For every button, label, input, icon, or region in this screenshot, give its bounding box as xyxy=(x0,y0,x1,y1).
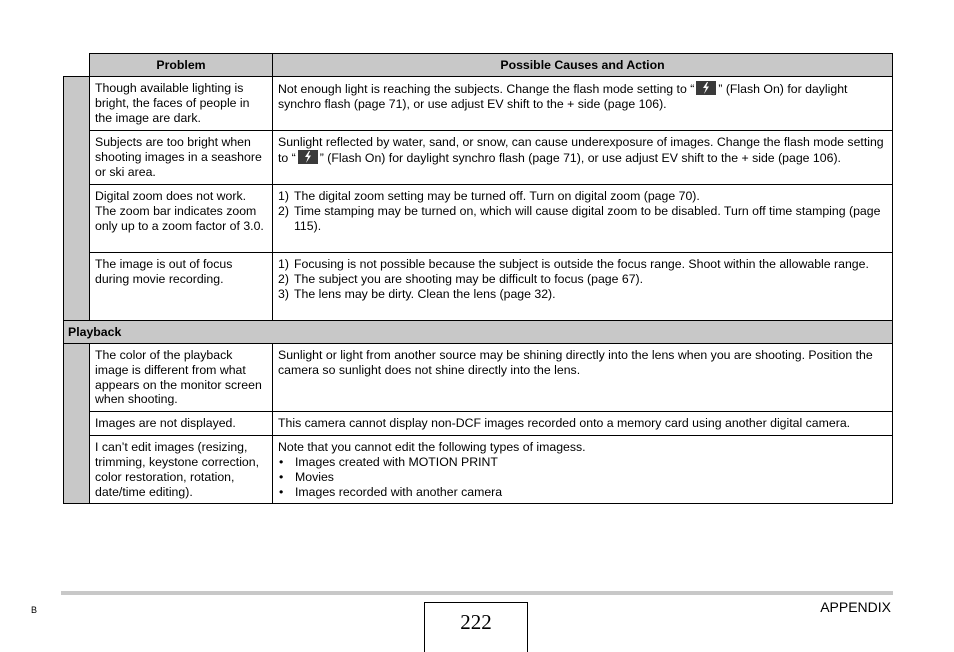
action-text: Note that you cannot edit the following types of imagess. xyxy=(278,440,586,455)
action-text: ” (Flash On) for daylight synchro flash (page 71), or use adjust EV shift to the + side (page 106). xyxy=(319,150,841,165)
section-side-bar xyxy=(64,344,90,504)
problem-cell: The color of the playback image is different from what appears on the monitor screen when shooting. xyxy=(90,344,273,412)
problem-cell: The image is out of focus during movie recording. xyxy=(90,253,273,321)
action-cell xyxy=(273,131,893,185)
numbered-item: 1) Focusing is not possible because the subject is outside the focus range. Shoot within the allowable range. xyxy=(278,257,869,271)
numbered-item: 3) The lens may be dirty. Clean the lens (page 32). xyxy=(278,286,556,301)
problem-cell: Digital zoom does not work. The zoom bar indicates zoom only up to a zoom factor of 3.0. xyxy=(90,185,273,253)
table-header-row xyxy=(64,54,893,77)
problem-cell: Though available lighting is bright, the faces of people in the image are dark. xyxy=(90,77,273,131)
bullet-icon: • xyxy=(279,454,284,469)
numbered-item: 2) Time stamping may be turned on, which will cause digital zoom to be disabled. Turn off time stamping (page 115). xyxy=(278,203,881,233)
bullet-item: • Images recorded with another camera xyxy=(279,484,503,499)
bullet-item: • Movies xyxy=(279,469,334,484)
section-title-playback: Playback xyxy=(64,321,893,344)
corner-mark: B xyxy=(31,605,38,615)
section-label: APPENDIX xyxy=(820,599,891,615)
section-row xyxy=(64,321,893,344)
action-cell xyxy=(273,77,893,131)
header-problem: Problem xyxy=(90,54,273,77)
action-cell xyxy=(273,185,893,253)
action-text: Sunlight reflected by water, sand, or snow, can cause underexposure of images. Change the flash mode setting to “ xyxy=(278,135,884,165)
bullet-icon: • xyxy=(279,484,284,499)
table-row xyxy=(64,436,893,504)
problem-cell: I can’t edit images (resizing, trimming, keystone correction, color restoration, rotation, date/time editing). xyxy=(90,436,273,504)
header-causes: Possible Causes and Action xyxy=(273,54,893,77)
flash-icon xyxy=(298,150,318,164)
page-number: 222 xyxy=(424,602,528,652)
flash-icon xyxy=(696,81,716,95)
numbered-item: 1) The digital zoom setting may be turned off. Turn on digital zoom (page 70). xyxy=(278,189,700,203)
action-text: ” (Flash On) for daylight synchro flash (page 71), or use adjust EV shift to the + side (page 106). xyxy=(278,82,848,111)
action-cell: This camera cannot display non-DCF images recorded onto a memory card using another digital camera. xyxy=(273,412,893,436)
action-cell: Sunlight or light from another source may be shining directly into the lens when you are shooting. Position the camera so sunlight does not shine directly into the lens. xyxy=(273,344,893,412)
table-row xyxy=(64,77,893,131)
bullet-icon: • xyxy=(279,469,284,484)
table-row xyxy=(64,344,893,412)
table-row xyxy=(64,185,893,253)
action-cell xyxy=(273,253,893,321)
problem-cell: Subjects are too bright when shooting images in a seashore or ski area. xyxy=(90,131,273,185)
numbered-item: 2) The subject you are shooting may be difficult to focus (page 67). xyxy=(278,271,644,286)
action-cell xyxy=(273,436,893,504)
table-row xyxy=(64,253,893,321)
section-side-bar xyxy=(64,77,90,321)
table-row xyxy=(64,412,893,436)
problem-cell: Images are not displayed. xyxy=(90,412,273,436)
action-text: Not enough light is reaching the subjects. Change the flash mode setting to “ xyxy=(278,82,695,96)
bullet-item: • Images created with MOTION PRINT xyxy=(279,454,498,469)
footer-divider xyxy=(61,591,893,595)
header-blank xyxy=(64,54,90,77)
troubleshooting-table xyxy=(63,53,893,504)
table-row xyxy=(64,131,893,185)
